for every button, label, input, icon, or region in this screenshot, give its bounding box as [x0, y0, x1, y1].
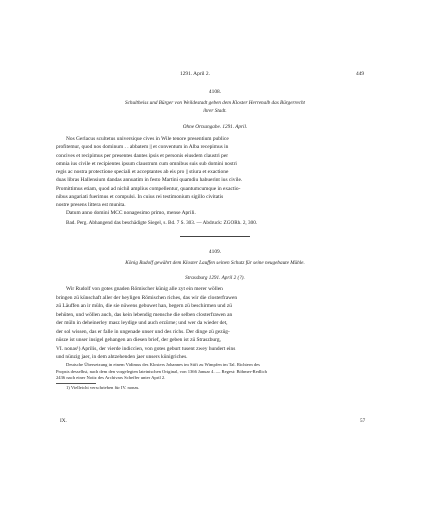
source-note-4108: Bad. Perg. Abhangend das beschädigte Siegel, s. Bd. 7 S. 303. — Abdruck: ZGORh. 2, 300.	[66, 220, 258, 226]
running-title: 1291. April 2.	[180, 71, 210, 77]
text-line: duas libras Hallensium dandas annuatim in festo Martini quamdiu habuerint ius civile.	[56, 177, 243, 184]
text-line: profitemur, quod nos dominum . . abbatem || et conventum in Alba recepimus in	[56, 144, 229, 151]
document-body-4109	[56, 285, 374, 362]
archival-note-4109	[56, 362, 267, 382]
footer-sheet-number: 57	[360, 418, 366, 424]
footer-volume: IX.	[60, 418, 67, 424]
footnote: 1) Vielleicht verschrieben für IV. nonas.	[66, 385, 140, 390]
text-line: concives et recipimus per presentes dantes ipsis et personis eiusdem claustri per	[56, 152, 229, 159]
text-line: Wir Rudolf von gotes gnaden Römischer künig alle zyt ein merer wöllen	[66, 286, 223, 292]
document-body-4108	[56, 135, 374, 218]
document-number-4108: 4108.	[208, 89, 222, 95]
note-line: Deutsche Übersetzung in einem Vidimus des Klosters Johannes im Stift zu Wimpfen im Tal. Richtern des	[66, 362, 260, 367]
footnote-rule	[56, 383, 96, 384]
text-line: zü Läuffen an ir müln, die sie nüwens gebuwet han, begern zü beschirmen und zü	[56, 303, 232, 309]
text-line: der sol wissen, das er falle in ungenade unser und des richs. Der dinge zü gezüg-	[56, 328, 230, 335]
document-title-4109: König Rudolf gewährt dem Kloster Lauffen seinen Schutz für seine neugebaute Mühle.	[125, 260, 305, 266]
text-line: nostre presens littera est munita.	[56, 202, 126, 208]
text-line: behüten, und wöllen auch, das kein lebendig mensche die selben closterfrawen an	[56, 311, 233, 318]
note-line: Propsts desselbst, nach dem den vorgelegten lateinischen Original, von 1366 Januar 4. — Regest: Böhmer-Redlich	[56, 368, 267, 374]
text-line: VI. nonas¹) Aprilis, der vierde indiccien, von gotes geburt tusent zwey hundert eins	[56, 345, 236, 352]
text-line: und nünzig jaer, in dem ahtzehenden jaer unsers künigriches.	[56, 354, 188, 360]
document-number-4109: 4109.	[208, 249, 222, 255]
note-line: 2436 nach einer Notiz des Archivars Scheffer unter April 2.	[56, 375, 166, 381]
text-line: nüsze ist unser insigel gehangen an diesen brief, der geben ist zü Straszburg,	[56, 337, 221, 343]
text-line: der müln in deheinerley masz leydige und auch erzürne; und wer da wieder det,	[56, 320, 228, 326]
datum-line: Datum anno domini MCC nonagesimo primo, mense Aprili.	[66, 210, 196, 217]
text-line: nibus angariati fuerimus et compulsi. In cuius rei testimonium sigillo civitatis	[56, 193, 224, 200]
page-number: 449	[356, 71, 365, 77]
text-line: regis ac nostra protectione speciali et acceptantes ab eis pro || stiura et exactione	[56, 169, 229, 175]
text-line: Nos Gerlacus scultetus universique cives in Wile tenore presentium publice	[66, 136, 229, 142]
section-divider	[180, 236, 250, 237]
document-title-4108: Schultheiss und Bürger von Weildestadt geben dem Kloster Herrenalb das Bürgerrecht	[125, 100, 305, 106]
text-line: Promittimus etiam, quod ad nichil amplius compellentur, quantumcumque in exactio-	[56, 185, 241, 192]
text-line: omnia ius civile et recipientes ipsum claustrum cum omnibus suis sub domini nostri	[56, 160, 237, 167]
document-title-4108-cont: ihrer Stadt.	[203, 108, 227, 114]
place-date-4109: Strassburg 1291. April 2 (?).	[185, 275, 245, 281]
text-line: bringen zü künschaft aller der heyligen Römischen riches, das wir die closterfrawen	[56, 294, 238, 301]
place-date-4108: Ohne Ortsangabe. 1291. April.	[182, 124, 248, 130]
